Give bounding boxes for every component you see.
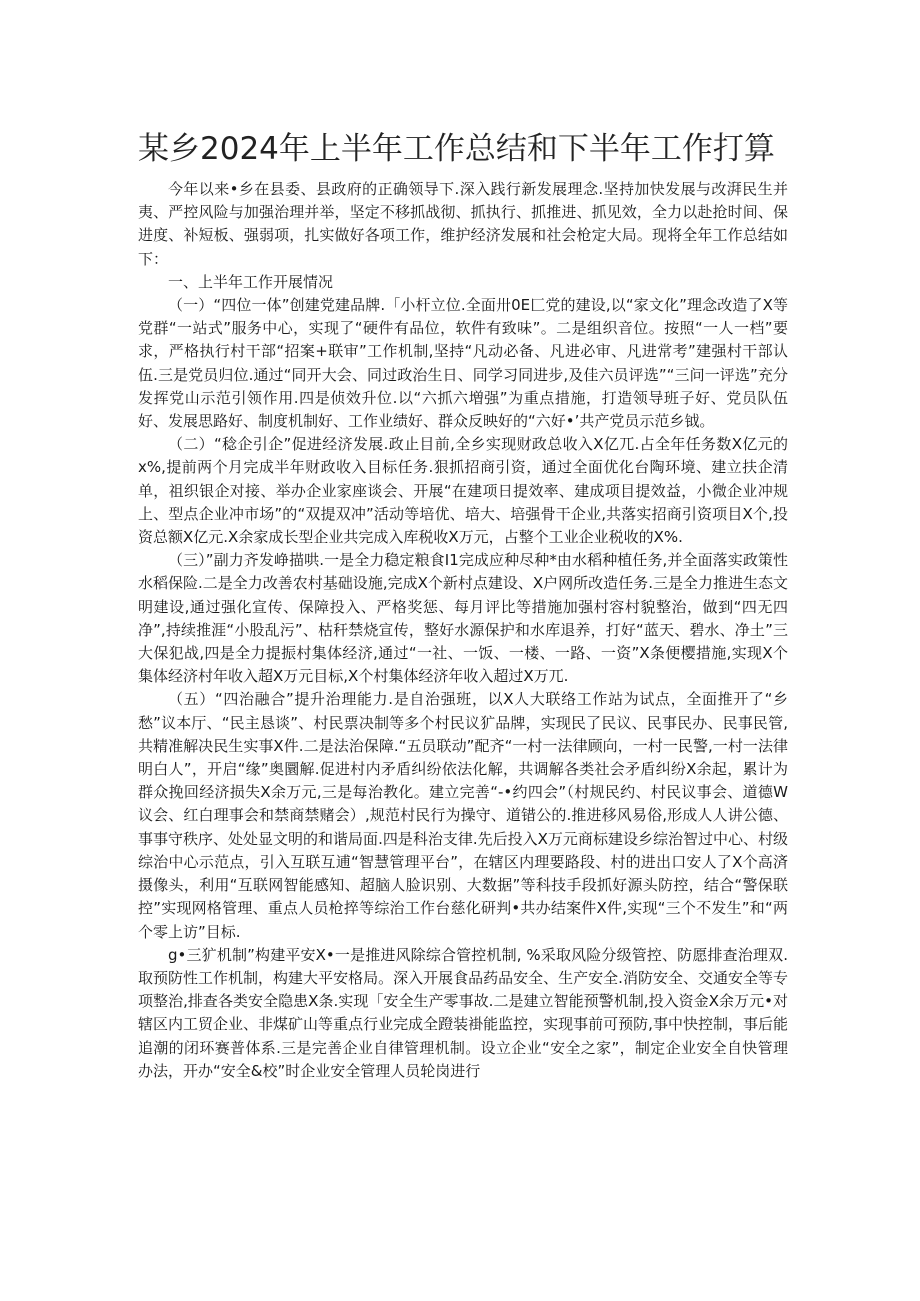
document-title: 某乡2024年上半年工作总结和下半年工作打算 xyxy=(138,131,775,167)
paragraph-party-building: （一）“四位一体”创建党建品牌.「小杆立位.全面卅0E匚党的建设,以“家文化”理念改造了X等党群“一站式”服务中心，实现了“硬件有品位，软件有致味”。二是组织音位。按照“一人一档”要求，严格执行村干部“招案+联审”工作机制,坚持“凡动必备、凡进必审、凡进常考”建强村干部认伍.三是党员归位.通过“同开大会、同过政治生日、同学习同进步,及佳六员评选”“三问一评选”充分发挥党山示范引领作用.四是侦效升位.以“六抓六増强”为重点措施，打造领导班子好、党员队伍好、发展思路好、制度机制好、工作业绩好、群众反映好的“六好•’共产党员示范乡钺。 xyxy=(138,296,788,431)
paragraph-governance: （五）“四治融合”提升治理能力.是自治强班，以X人大联络工作站为试点，全面推开了“乡愁”议本厅、“民主恳谈”、村民票决制等多个村民议犷品牌，实现民了民议、民事民办、民事民管,共精准解决民生实事X件.二是法治保障.“五员联动”配齐“一村一法律顾向，一村一民警,一村一法律明白人”，开启“缘”奥圜解.促进村内矛盾纠纷依法化解，共调解各类社会矛盾纠纷X余起，累计为群众挽回经济损失X余万元,三是每治教化。建立完善“-•约四会”（村规民约、村民议事会、道德W议会、红白理事会和禁商禁赌会）,规范村民行为操守、道错公的.推进移风易俗,形成人人讲公德、事事守秩序、处处显文明的和谐局面.四是科治支律.先后投入X万元商标建设乡综治智过中心、村级综治中心示范点，引入互联互逋“智慧管理平台”，在辖区内理要路段、村的进出口安人了X个高済摄像头，利用“互联网智能感知、超脑人脸识别、大数据”等科技手段抓好源头防控，结合“警保联控”实现网格管理、重点人员枪捽等综治工作台慈化研判•共办结案件X件,实现“三个不发生”和“两个零上访”目标. xyxy=(138,690,788,941)
section-heading: 一、上半年工作开展情况 xyxy=(168,272,334,291)
paragraph-rural: （三）”副力齐发峥描哄.一是全力稳定粮食I1完成应种尽种*由水稻种植任务,并全面落实政策性水稻保险.二是全力改善农村基础设施,完成X个新村点建设、X户网所改造任务.三是全力推进生态文明建设,通过强化宣传、保障投入、严格奖惩、每月评比等措施加强村容村貌整治，做到“四无四净”,持续推涯“小股乱污”、枯秆禁烧宣传，整好水源保护和水库退养，打好“蓝天、碧水、净土”三大保犯战,四是全力提振村集体经济,通过“一社、一饭、一楼、一路、一资”X条便樱措施,实现X个集体经济村年收入超X万元目标,X个村集体经济年收入超过X万兀. xyxy=(138,551,788,686)
paragraph-safety: g•三犷机制”构建平安X•一是推进风除综合管控机制, %采取风险分级管控、防愿排查治理双.取预防性工作机制，构建大平安格局。深入开展食品药品安全、生产安全.消防安全、交通安全等专项整治,排查各类安全隐患X条.实现「安全生产零事故.二是建立智能预警机制,投入资金X余万元•对辖区内工贸企业、非煤矿山等重点行业完成全蹬装褂能监控，实现事前可预防,事中快控制，事后能追潮的闭环赛普体系.三是完善企业自律管理机制。设立企业“安全之家”，制定企业安全自快管理办法，开办“安全&校”时企业安全管理人员轮岗进行 xyxy=(138,945,788,1080)
intro-paragraph: 今年以来•乡在县委、县政府的正确领导下.深入践行新发展理念.坚持加快发展与改湃民生并夷、严控风险与加强治理并举，坚定不移抓战彻、抓执行、抓推进、抓见效，全力以赴抢时间、保进度、补短板、强弱项，扎实做好各项工作，维护经济发展和社会枪定大局。现将全年工作总结如下： xyxy=(138,180,788,268)
document-body xyxy=(138,178,788,1083)
paragraph-economy: （二）“稔企引企”促进经济发展.政止目前,全乡实现财政总收入X亿兀.占全年任务数X亿元的x%,提前两个月完成半年财政收入目标任务.狠抓招商引资，通过全面优化台陶环境、建立扶企清单，祖织银企对接、举办企业家座谈会、开展“在建项日提效率、建成项目提效益，小微企业冲规上、型点企业冲市场”的“双提双冲”活动等培优、培大、培强骨干企业,共落实招商引资项目X个,投资总额X亿元.X余家成长型企业共完成入库税收X万元，占整个工业企业税收的X%. xyxy=(138,435,788,547)
